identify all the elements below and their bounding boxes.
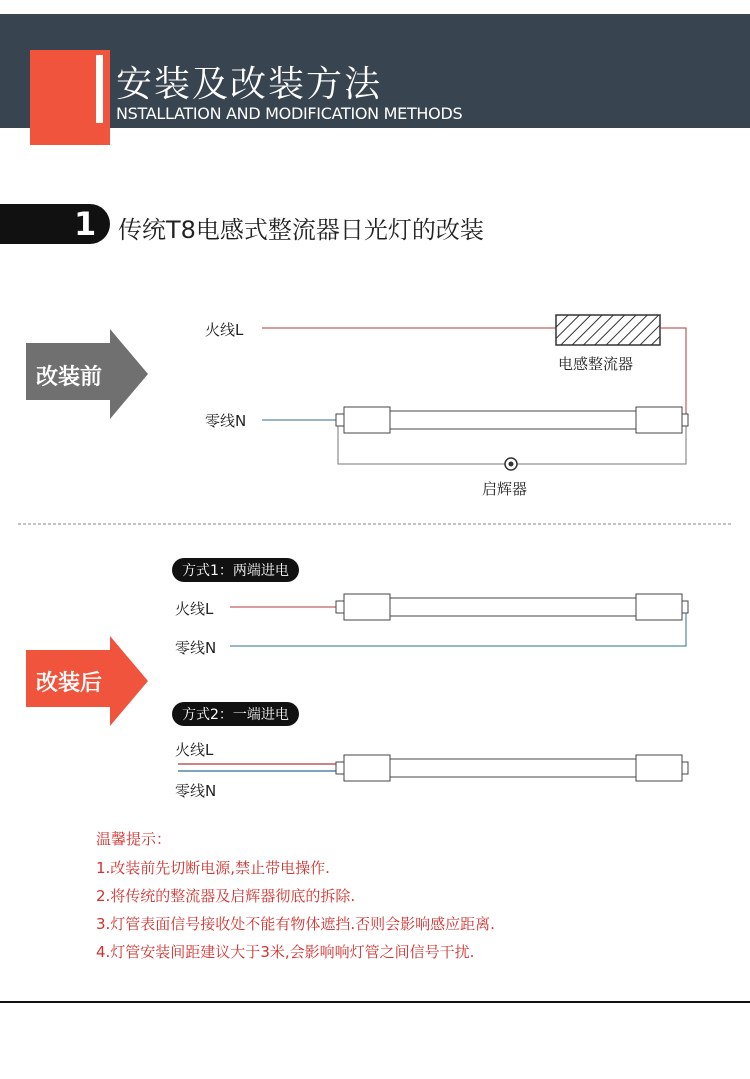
m1-neutral-label: 零线N [175, 639, 217, 657]
page-title: 安装及改装方法 [116, 64, 383, 105]
before-tube-cap-right-pin [682, 414, 688, 426]
ballast [556, 315, 660, 345]
before-tube-body [390, 411, 636, 429]
ballast-label: 电感整流器 [558, 355, 634, 373]
tip-item: 2.将传统的整流器及启辉器彻底的拆除. [96, 887, 356, 905]
tip-item: 3.灯管表面信号接收处不能有物体遮挡.否则会影响感应距离. [96, 915, 495, 933]
m2-live-label: 火线L [175, 741, 214, 759]
starter-label: 启辉器 [482, 480, 528, 498]
tips-heading: 温馨提示： [96, 830, 172, 848]
m1-neutral-wire [230, 613, 686, 646]
m2-neutral-label: 零线N [175, 782, 217, 800]
before-neutral-label: 零线N [205, 412, 247, 430]
before-tube-cap-left-pin [336, 414, 344, 426]
before-ballast-wire [660, 328, 686, 418]
tip-item: 1.改装前先切断电源,禁止带电操作. [96, 859, 330, 877]
section-number: 1 [74, 205, 97, 243]
m1-live-label: 火线L [175, 600, 214, 618]
m2-tube-body [390, 759, 636, 777]
after-arrow-label: 改装后 [36, 671, 103, 696]
method1-pill: 方式1：两端进电 [172, 558, 299, 582]
before-tube-cap-left [344, 407, 390, 433]
method2-pill: 方式2：一端进电 [172, 702, 299, 726]
section-title: 传统T8电感式整流器日光灯的改装 [118, 216, 484, 244]
before-arrow-label: 改装前 [36, 365, 103, 390]
page-subtitle: NSTALLATION AND MODIFICATION METHODS [116, 104, 463, 123]
before-tube-cap-right [636, 407, 682, 433]
m1-tube-body [390, 598, 636, 616]
before-live-label: 火线L [205, 321, 244, 339]
tip-item: 4.灯管安装间距建议大于3米,会影响响灯管之间信号干扰. [96, 943, 475, 961]
